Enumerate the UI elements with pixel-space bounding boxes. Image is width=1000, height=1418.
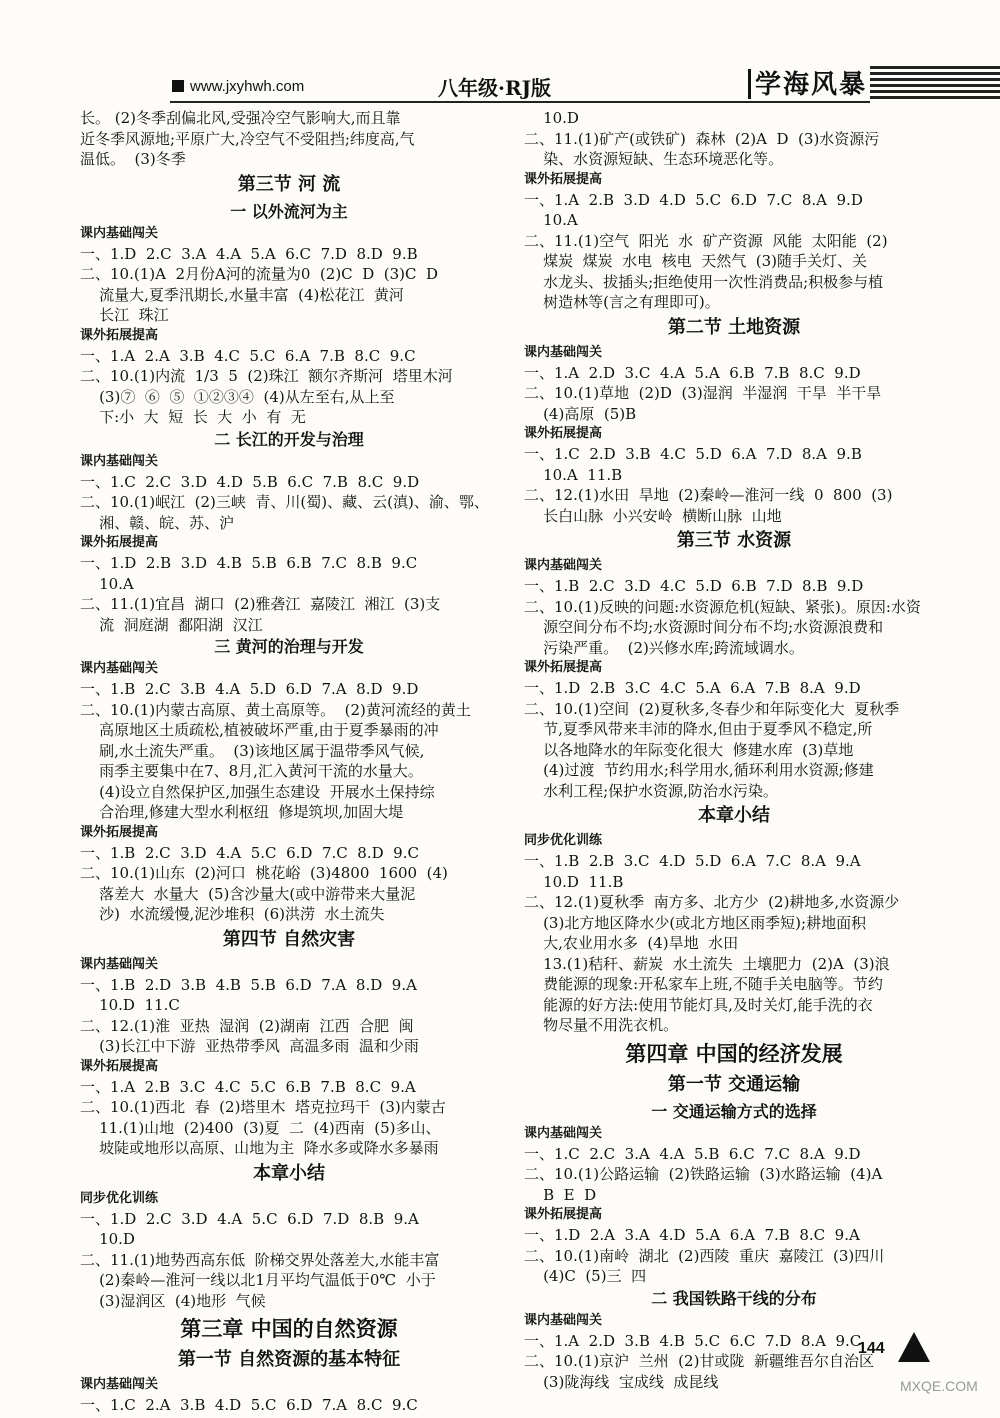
answer-line: 11.(1)山地 (2)400 (3)夏 二 (4)西南 (5)多山、 [80, 1118, 441, 1137]
chapter-title: 第四章 中国的经济发展 [625, 1041, 843, 1066]
answer-line: 二、10.(1)内蒙古高原、黄土高原等。 (2)黄河流经的黄土 [80, 700, 471, 719]
page-header [0, 0, 1000, 110]
answer-line: 近冬季风源地;平原广大,冷空气不受阻挡;纬度高,气 [80, 129, 415, 148]
answer-line: 一、1.D 2.C 3.A 4.A 5.A 6.C 7.D 8.D 9.B [80, 244, 418, 263]
answer-line: 一、1.A 2.A 3.B 4.C 5.C 6.A 7.B 8.C 9.C [80, 346, 416, 365]
answer-line: 节,夏季风带来丰沛的降水,但由于夏季风不稳定,所 [524, 720, 873, 738]
answer-line: 长江 珠江 [80, 306, 169, 324]
answer-line: 染、水资源短缺、生态环境恶化等。 [524, 150, 784, 168]
category-label: 课内基础闯关 [524, 1125, 603, 1141]
answer-line: 二、12.(1)淮 亚热 湿润 (2)湖南 江西 合肥 闽 [80, 1016, 414, 1035]
category-label: 同步优化训练 [80, 1190, 159, 1206]
answer-line: 以各地降水的年际变化很大 修建水库 (3)草地 [524, 740, 854, 759]
answer-line: 污染严重。 (2)兴修水库;跨流域调水。 [524, 638, 804, 657]
answer-line: 一、1.D 2.B 3.D 4.B 5.B 6.B 7.C 8.B 9.C [80, 554, 418, 572]
answer-line: 流量大,夏季汛期长,水量丰富 (4)松花江 黄河 [80, 285, 404, 304]
answer-line: 费能源的现象:开私家车上班,不随手关电脑等。节约 [524, 975, 883, 993]
answer-line: B E D [524, 1185, 597, 1204]
category-label: 课内基础闯关 [80, 1377, 159, 1392]
answer-line: 二、10.(1)岷江 (2)三峡 青、川(蜀)、藏、云(滇)、渝、鄂、 [80, 493, 489, 511]
answer-line: 一、1.A 2.B 3.D 4.D 5.C 6.D 7.C 8.A 9.D [524, 190, 863, 209]
answer-line: 10.D [524, 109, 579, 127]
section-title: 第一节 自然资源的基本特征 [177, 1349, 401, 1370]
square-icon [172, 80, 184, 92]
brand-logo [748, 64, 867, 101]
answer-line: 合治理,修建大型水利枢纽 修堤筑坝,加固大堤 [80, 803, 404, 821]
answer-line: 流 洞庭湖 鄱阳湖 汉江 [80, 615, 263, 634]
answer-line: 一、1.A 2.D 3.B 4.B 5.C 6.C 7.D 8.A 9.C [524, 1331, 862, 1350]
site-url [172, 78, 304, 95]
answer-line: 10.A [524, 211, 578, 229]
answer-line: 水利工程;保护水资源,防治水污染。 [524, 781, 778, 800]
answer-line: 雨季主要集中在7、8月,汇入黄河干流的水量大。 [80, 762, 423, 780]
answer-line: 长。 (2)冬季刮偏北风,受强冷空气影响大,而且靠 [80, 109, 401, 127]
subsection-title: 一 以外流河为主 [230, 201, 348, 221]
answer-line: 一、1.B 2.B 3.C 4.D 5.D 6.A 7.C 8.A 9.A [524, 852, 861, 870]
answer-line: 一、1.D 2.B 3.C 4.C 5.A 6.A 7.B 8.A 9.D [524, 679, 861, 697]
answer-line: 湘、赣、皖、苏、沪 [80, 513, 235, 532]
triangle-icon [898, 1332, 930, 1362]
category-label: 课外拓展提高 [80, 824, 159, 840]
category-label: 课外拓展提高 [524, 171, 603, 187]
answer-line: 二、12.(1)水田 旱地 (2)秦岭—淮河一线 0 800 (3) [524, 486, 893, 504]
category-label: 课外拓展提高 [524, 1207, 603, 1222]
section-title: 第二节 土地资源 [667, 316, 801, 338]
answer-line: 物尽量不用洗衣机。 [524, 1016, 679, 1034]
answer-line: 一、1.B 2.C 3.B 4.A 5.D 6.D 7.A 8.D 9.D [80, 680, 419, 698]
answer-line: (4)过渡 节约用水;科学用水,循环利用水资源;修建 [524, 761, 874, 779]
answer-line: 源空间分布不均;水资源时间分布不均;水资源浪费和 [524, 618, 884, 636]
section-title: 第一节 交通运输 [667, 1073, 801, 1095]
answer-line: 一、1.C 2.C 3.A 4.A 5.B 6.C 7.C 8.A 9.D [524, 1144, 861, 1163]
logo-bar-icon [748, 69, 751, 99]
answer-line: 一、1.A 2.D 3.C 4.A 5.A 6.B 7.B 8.C 9.D [524, 363, 861, 382]
category-label: 课内基础闯关 [80, 661, 159, 676]
answer-line: 二、10.(1)京沪 兰州 (2)甘或陇 新疆维吾尔自治区 [524, 1352, 874, 1370]
answer-line: (3)陇海线 宝成线 成昆线 [524, 1372, 719, 1391]
category-label: 课内基础闯关 [80, 956, 159, 972]
answer-line: 一、1.D 2.A 3.A 4.D 5.A 6.A 7.B 8.C 9.A [524, 1226, 860, 1244]
answer-line: (3)⑦ ⑥ ⑤ ①②③④ (4)从左至右,从上至 [80, 387, 395, 406]
category-label: 课外拓展提高 [80, 535, 159, 550]
answer-line: 树造林等(言之有理即可)。 [524, 293, 720, 311]
answer-line: 落差大 水量大 (5)含沙量大(或中游带来大量泥 [80, 884, 416, 903]
answer-line: 一、1.B 2.C 3.D 4.C 5.D 6.B 7.D 8.B 9.D [524, 577, 864, 595]
category-label: 课内基础闯关 [524, 344, 603, 360]
answer-line: 水龙头、拔插头;拒绝使用一次性消费品;积极参与植 [524, 272, 884, 291]
subsection-title: 一 交通运输方式的选择 [651, 1101, 817, 1121]
answer-line: 刷,水土流失严重。 (3)该地区属于温带季风气候, [80, 741, 425, 760]
answer-line: 10.D 11.C [80, 996, 180, 1014]
answer-line: 二、11.(1)宜昌 湖口 (2)雅砻江 嘉陵江 湘江 (3)支 [80, 595, 441, 613]
answer-line: (3)湿润区 (4)地形 气候 [80, 1291, 266, 1310]
answer-line: 二、10.(1)内流 1/3 5 (2)珠江 额尔齐斯河 塔里木河 [80, 367, 453, 385]
category-label: 课内基础闯关 [524, 558, 603, 573]
answer-line: (4)设立自然保护区,加强生态建设 开展水土保持综 [80, 782, 435, 801]
answer-line: 二、11.(1)空气 阳光 水 矿产资源 风能 太阳能 (2) [524, 231, 888, 250]
answer-line: (3)北方地区降水少(或北方地区雨季短);耕地面积 [524, 913, 867, 932]
answer-line: 13.(1)秸秆、薪炭 水土流失 土壤肥力 (2)A (3)浪 [524, 954, 890, 973]
answer-line: 10.D [80, 1230, 135, 1248]
answer-line: 10.A 11.B [524, 465, 623, 484]
answer-line: (2)秦岭—淮河一线以北1月平均气温低于0℃ 小于 [80, 1271, 436, 1289]
answer-line: 一、1.C 2.D 3.B 4.C 5.D 6.A 7.D 8.A 9.B [524, 445, 862, 463]
answer-line: 温低。 (3)冬季 [80, 150, 186, 168]
category-label: 课外拓展提高 [524, 660, 603, 675]
subsection-title: 三 黄河的治理与开发 [214, 637, 364, 656]
answer-line: 煤炭 煤炭 水电 核电 天然气 (3)随手关灯、关 [524, 252, 868, 270]
category-label: 同步优化训练 [524, 833, 603, 848]
answer-line: 二、10.(1)西北 春 (2)塔里木 塔克拉玛干 (3)内蒙古 [80, 1098, 446, 1116]
answer-line: (4)C (5)三 四 [524, 1267, 647, 1285]
category-label: 课外拓展提高 [80, 327, 159, 343]
left-column [80, 108, 498, 1416]
category-label: 课内基础闯关 [524, 1312, 603, 1328]
watermark: MXQE.COM [900, 1378, 978, 1394]
grade-label: 八年级·RJ版 [438, 76, 552, 100]
answer-line: 二、10.(1)A 2月份A河的流量为0 (2)C D (3)C D [80, 265, 439, 283]
answer-line: (4)高原 (5)B [524, 404, 637, 423]
chapter-title: 第三章 中国的自然资源 [180, 1317, 398, 1341]
answer-line: 高原地区土质疏松,植被破坏严重,由于夏季暴雨的冲 [80, 721, 439, 739]
answer-line: 大,农业用水多 (4)旱地 水田 [524, 934, 739, 952]
category-label: 课外拓展提高 [80, 1058, 159, 1074]
answer-line: 10.A [80, 574, 134, 593]
subsection-title: 二 我国铁路干线的分布 [651, 1288, 817, 1308]
answer-line: 一、1.B 2.C 3.D 4.A 5.C 6.D 7.C 8.D 9.C [80, 843, 419, 862]
answer-line: 沙) 水流缓慢,泥沙堆积 (6)洪涝 水土流失 [80, 905, 385, 923]
answer-line: 坡陡或地形以高原、山地为主 降水多或降水多暴雨 [80, 1139, 439, 1157]
answer-line: 二、11.(1)矿产(或铁矿) 森林 (2)A D (3)水资源污 [524, 129, 880, 148]
category-label: 课内基础闯关 [80, 453, 159, 469]
answer-line: 二、10.(1)公路运输 (2)铁路运输 (3)水路运输 (4)A [524, 1165, 883, 1183]
section-title: 本章小结 [253, 1162, 325, 1184]
brand-logo-text: 学海风暴 [755, 70, 868, 100]
answer-line: 二、10.(1)草地 (2)D (3)湿润 半湿润 干旱 半干旱 [524, 384, 882, 402]
category-label: 课外拓展提高 [524, 426, 603, 441]
answer-line: 一、1.A 2.B 3.C 4.C 5.C 6.B 7.B 8.C 9.A [80, 1077, 416, 1096]
answer-line: (3)长江中下游 亚热带季风 高温多雨 温和少雨 [80, 1037, 419, 1055]
section-title: 第四节 自然灾害 [222, 928, 356, 950]
answer-line: 一、1.D 2.C 3.D 4.A 5.C 6.D 7.D 8.B 9.A [80, 1209, 419, 1228]
header-rule [170, 101, 870, 103]
section-title: 第三节 水资源 [676, 530, 792, 551]
answer-line: 二、10.(1)南岭 湖北 (2)西陵 重庆 嘉陵江 (3)四川 [524, 1246, 885, 1265]
answer-line: 一、1.C 2.A 3.B 4.D 5.C 6.D 7.A 8.C 9.C [80, 1396, 418, 1414]
site-url-text: www.jxyhwh.com [190, 78, 305, 95]
answer-line: 二、10.(1)反映的问题:水资源危机(短缺、紧张)。原因:水资 [524, 597, 921, 616]
answer-line: 长白山脉 小兴安岭 横断山脉 山地 [524, 506, 782, 525]
page-number: 144 [858, 1340, 885, 1357]
answer-line: 一、1.C 2.C 3.D 4.D 5.B 6.C 7.B 8.C 9.D [80, 472, 420, 491]
section-title: 本章小结 [698, 805, 770, 826]
answer-line: 能源的好方法:使用节能灯具,及时关灯,能手洗的衣 [524, 995, 873, 1014]
stripes-decoration [870, 66, 1000, 100]
answer-line: 二、12.(1)夏秋季 南方多、北方少 (2)耕地多,水资源少 [524, 893, 900, 911]
subsection-title: 二 长江的开发与治理 [214, 429, 364, 449]
answer-line: 10.D 11.B [524, 872, 624, 891]
answer-line: 下:小 大 短 长 大 小 有 无 [80, 408, 306, 426]
right-column [524, 108, 944, 1392]
section-title: 第三节 河 流 [237, 173, 341, 195]
answer-line: 一、1.B 2.D 3.B 4.B 5.B 6.D 7.A 8.D 9.A [80, 975, 417, 994]
category-label: 课内基础闯关 [80, 225, 159, 241]
answer-line: 二、10.(1)山东 (2)河口 桃花峪 (3)4800 1600 (4) [80, 864, 448, 882]
answer-line: 二、10.(1)空间 (2)夏秋多,冬春少和年际变化大 夏秋季 [524, 699, 900, 718]
answer-line: 二、11.(1)地势西高东低 阶梯交界处落差大,水能丰富 [80, 1250, 440, 1269]
